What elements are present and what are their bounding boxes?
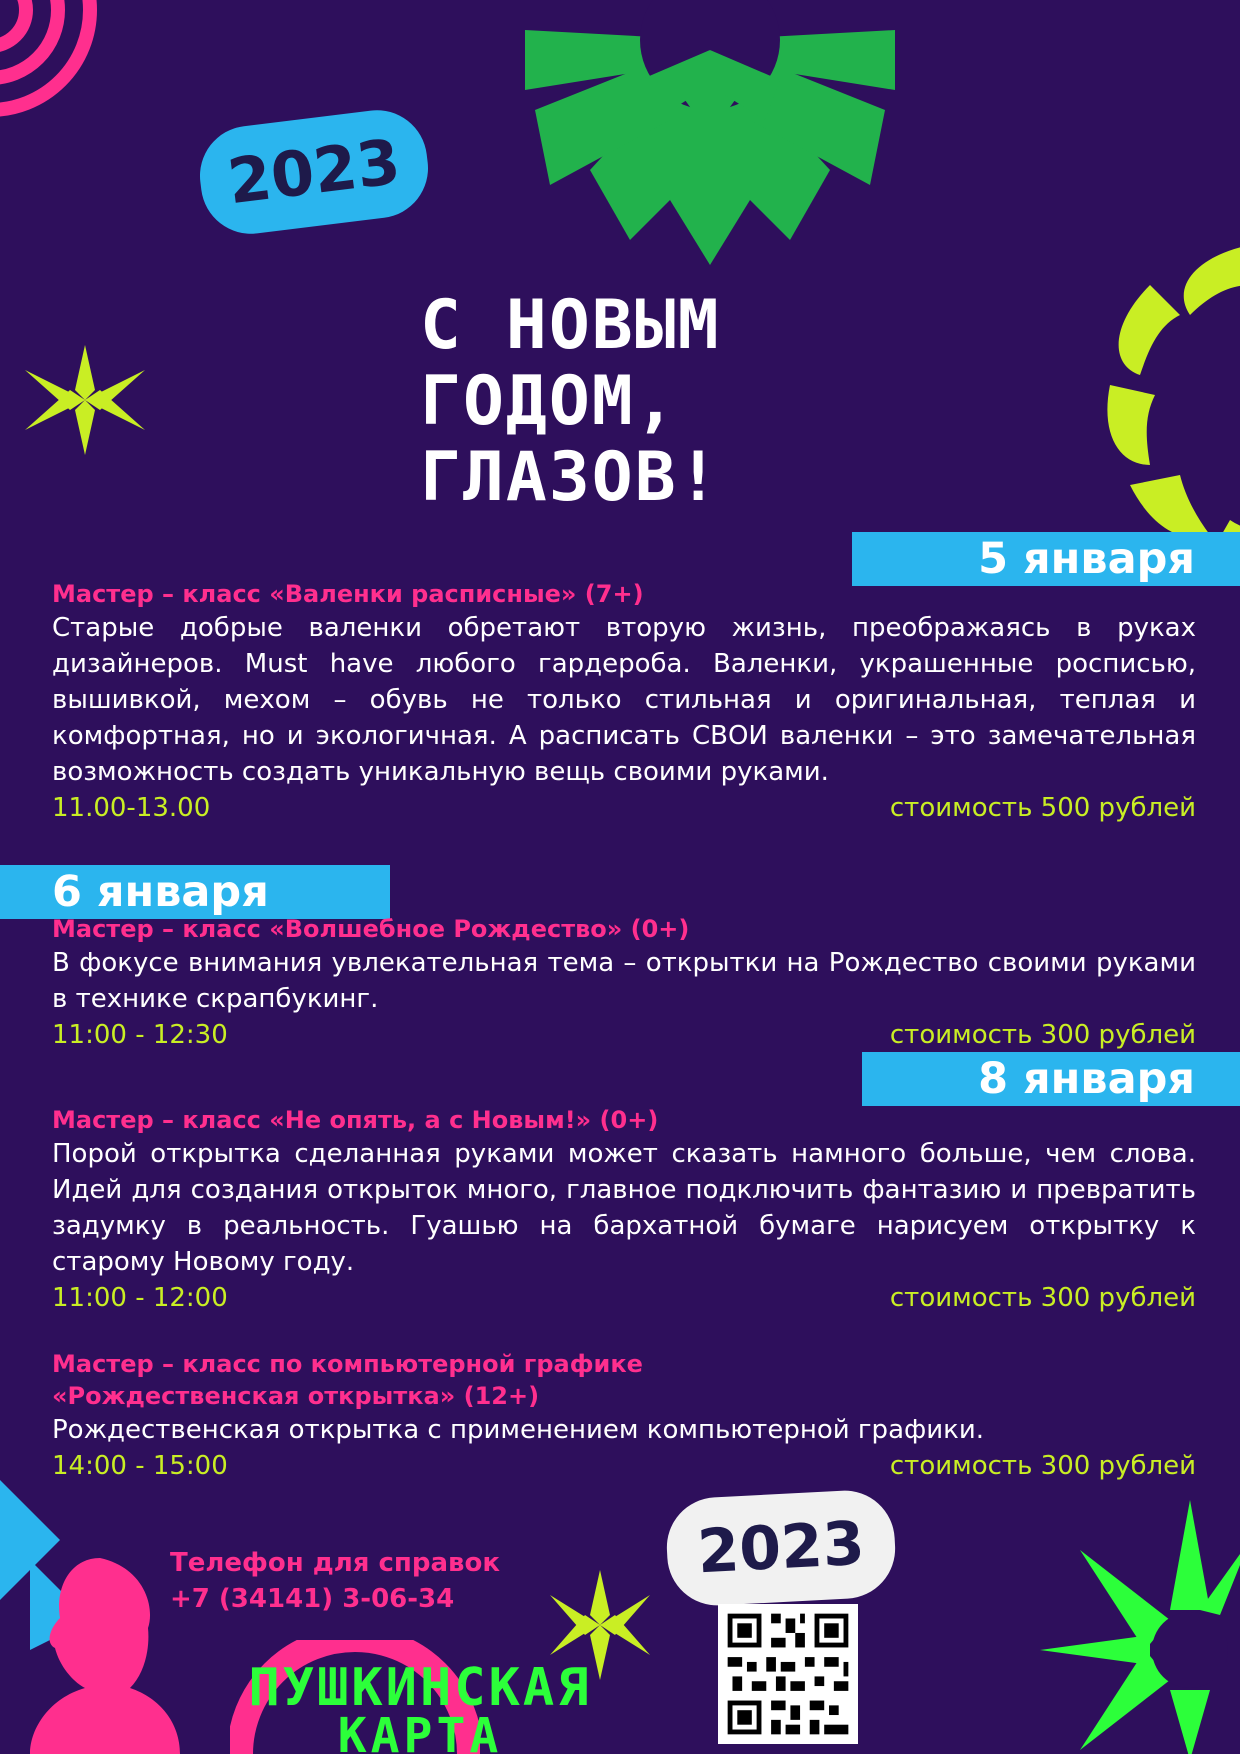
date-banner-jan-6: 6 января (0, 865, 390, 919)
green-mandala-icon (520, 0, 900, 265)
event-title-line-2: «Рождественская открытка» (12+) (52, 1382, 540, 1410)
phone-number[interactable]: +7 (34141) 3-06-34 (170, 1584, 455, 1614)
title-line-1: С НОВЫМ (420, 286, 721, 365)
title-line-3: ГЛАЗОВ! (420, 438, 721, 517)
event-description: Рождественская открытка с применением компьютерной графики. (52, 1415, 984, 1445)
event-new-year-card (52, 1104, 1196, 1316)
logo-line-1: ПУШКИНСКАЯ (248, 1658, 592, 1718)
date-banner-jan-5: 5 января (852, 532, 1240, 586)
event-title-line-1: Мастер – класс по компьютерной графике (52, 1350, 643, 1378)
date-banner-jan-8: 8 января (862, 1052, 1240, 1106)
event-time: 11:00 - 12:30 (52, 1020, 228, 1050)
event-meta (52, 1017, 1196, 1053)
event-meta (52, 1448, 1196, 1484)
event-description: В фокусе внимания увлекательная тема – открытки на Рождество своими руками в технике скрапбукинг. (52, 948, 1196, 1014)
contact-info (170, 1545, 500, 1617)
qr-code-icon[interactable] (718, 1604, 858, 1744)
event-description: Порой открытка сделанная руками может сказать намного больше, чем слова. Идей для создания открыток много, главное подключить фантазию и превратить задумку в реальность. Гуашью на бархатной бумаге нарисуем открытку к старому Новому году. (52, 1139, 1196, 1277)
event-title: Мастер – класс «Не опять, а с Новым!» (0+) (52, 1106, 659, 1134)
green-star-bottom-icon (1040, 1500, 1240, 1754)
event-price: стоимость 300 рублей (889, 1020, 1196, 1050)
event-title: Мастер – класс «Волшебное Рождество» (0+) (52, 915, 690, 943)
logo-line-2: КАРТА (337, 1708, 503, 1754)
lime-swirl-icon (1100, 240, 1240, 550)
title-line-2: ГОДОМ, (420, 362, 678, 441)
event-description: Старые добрые валенки обретают вторую жизнь, преображаясь в руках дизайнеров. Must have любого гардероба. Валенки, украшенные росписью, вышивкой, мехом – обувь не только стильная и оригинальная, теплая и комфортная, но и экологичная. А расписать СВОИ валенки – это замечательная возможность создать уникальную вещь своими руками. (52, 613, 1196, 787)
event-time: 14:00 - 15:00 (52, 1451, 228, 1481)
phone-label: Телефон для справок (170, 1548, 501, 1578)
event-felt-boots (52, 578, 1196, 826)
event-price: стоимость 300 рублей (889, 1283, 1196, 1313)
lime-star-left-icon (20, 340, 150, 460)
pink-arcs-top-icon (0, 0, 110, 130)
event-meta (52, 790, 1196, 826)
event-price: стоимость 500 рублей (889, 793, 1196, 823)
year-badge-bottom: 2023 (664, 1488, 897, 1608)
page-title (420, 288, 880, 516)
year-badge-top: 2023 (194, 105, 433, 240)
event-time: 11.00-13.00 (52, 793, 211, 823)
event-christmas-card-graphics (52, 1348, 1196, 1484)
event-time: 11:00 - 12:00 (52, 1283, 228, 1313)
event-magic-christmas (52, 913, 1196, 1053)
event-price: стоимость 300 рублей (889, 1451, 1196, 1481)
pushkin-card-logo (150, 1658, 690, 1754)
event-title: Мастер – класс «Валенки расписные» (7+) (52, 580, 644, 608)
event-meta (52, 1280, 1196, 1316)
